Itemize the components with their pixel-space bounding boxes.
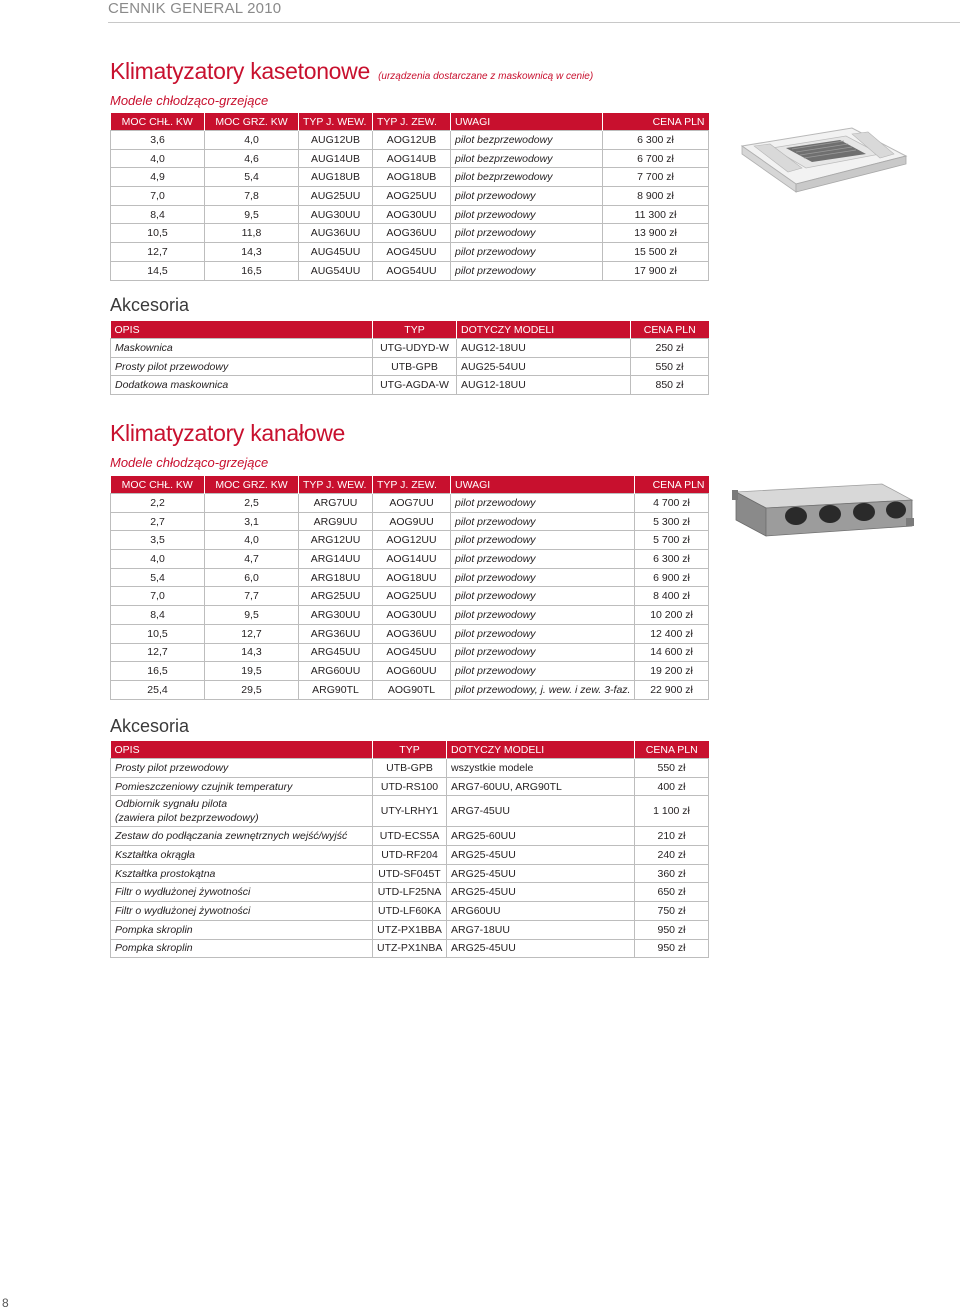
table-cell: 2,7 <box>111 512 205 531</box>
table-row <box>111 568 709 587</box>
column-header: UWAGI <box>451 113 603 131</box>
table-cell: ARG7-18UU <box>447 920 635 939</box>
table-cell: 8 400 zł <box>635 587 709 606</box>
column-header: MOC CHŁ. KW <box>111 476 205 494</box>
table-cell: ARG25UU <box>299 587 373 606</box>
table-cell: UTD-SF045T <box>373 864 447 883</box>
table-header-row <box>111 741 709 759</box>
table-cell: pilot przewodowy <box>451 606 635 625</box>
page-header <box>108 0 960 23</box>
table-cell: pilot przewodowy <box>451 531 635 550</box>
table-row <box>111 883 709 902</box>
table-cell: 8,4 <box>111 205 205 224</box>
table-cell: UTY-LRHY1 <box>373 796 447 827</box>
table-cell: 11,8 <box>205 224 299 243</box>
table-row <box>111 187 709 206</box>
table-cell: UTD-ECS5A <box>373 827 447 846</box>
table-cell: pilot przewodowy <box>451 205 603 224</box>
table-row <box>111 376 709 395</box>
table-row <box>111 864 709 883</box>
table-cell: 22 900 zł <box>635 680 709 699</box>
table-cell: 850 zł <box>631 376 709 395</box>
table-cell: 210 zł <box>635 827 709 846</box>
table-cell: 14,5 <box>111 261 205 280</box>
cassette-accessories-title: Akcesoria <box>110 295 190 315</box>
table-cell: 29,5 <box>205 680 299 699</box>
table-cell: 12,7 <box>111 643 205 662</box>
table-cell: Prosty pilot przewodowy <box>111 357 373 376</box>
table-cell: Filtr o wydłużonej żywotności <box>111 902 373 921</box>
table-cell: pilot przewodowy <box>451 624 635 643</box>
page-number: 8 <box>2 1296 9 1310</box>
table-cell: pilot przewodowy <box>451 568 635 587</box>
table-cell: 11 300 zł <box>603 205 709 224</box>
table-cell: AOG60UU <box>373 662 451 681</box>
duct-section-title <box>110 420 345 447</box>
table-cell: AUG25UU <box>299 187 373 206</box>
cassette-ac-unit-icon <box>734 112 914 202</box>
table-cell: 12,7 <box>111 243 205 262</box>
table-cell: AUG54UU <box>299 261 373 280</box>
table-cell: pilot przewodowy <box>451 187 603 206</box>
table-row <box>111 550 709 569</box>
table-cell: 6 300 zł <box>603 131 709 150</box>
table-cell: ARG60UU <box>299 662 373 681</box>
table-row <box>111 224 709 243</box>
column-header: TYP J. ZEW. <box>373 113 451 131</box>
table-cell: 550 zł <box>635 759 709 778</box>
table-cell: Filtr o wydłużonej żywotności <box>111 883 373 902</box>
table-cell: 4,0 <box>205 131 299 150</box>
table-cell: ARG25-45UU <box>447 864 635 883</box>
table-header-row <box>111 321 709 339</box>
table-cell: ARG7UU <box>299 494 373 513</box>
table-cell: AOG12UU <box>373 531 451 550</box>
table-row <box>111 512 709 531</box>
table-cell: 650 zł <box>635 883 709 902</box>
table-row <box>111 149 709 168</box>
table-cell: AOG14UB <box>373 149 451 168</box>
table-row <box>111 939 709 958</box>
table-cell: pilot przewodowy <box>451 643 635 662</box>
table-cell: 7,7 <box>205 587 299 606</box>
table-cell: 7 700 zł <box>603 168 709 187</box>
table-row <box>111 920 709 939</box>
table-row <box>111 205 709 224</box>
table-cell: ARG14UU <box>299 550 373 569</box>
table-cell: 6,0 <box>205 568 299 587</box>
table-cell: 950 zł <box>635 920 709 939</box>
table-row <box>111 777 709 796</box>
document-title: CENNIK GENERAL 2010 <box>108 0 282 17</box>
table-row <box>111 357 709 376</box>
duct-subtitle: Modele chłodząco-grzejące <box>110 455 269 470</box>
table-cell: Pomieszczeniowy czujnik temperatury <box>111 777 373 796</box>
table-cell: Odbiornik sygnału pilota (zawiera pilot bezprzewodowy) <box>111 796 373 827</box>
table-row <box>111 243 709 262</box>
table-cell: Kształtka prostokątna <box>111 864 373 883</box>
table-row <box>111 680 709 699</box>
cassette-accessories-table <box>110 321 709 395</box>
duct-ac-unit-icon <box>730 478 916 548</box>
table-cell: UTD-LF60KA <box>373 902 447 921</box>
table-cell: ARG25-45UU <box>447 846 635 865</box>
table-cell: AOG18UB <box>373 168 451 187</box>
cassette-section-title <box>110 58 593 85</box>
table-cell: AUG12-18UU <box>457 339 631 358</box>
table-cell: pilot przewodowy <box>451 494 635 513</box>
table-cell: UTG-UDYD-W <box>373 339 457 358</box>
table-cell: Kształtka okrągła <box>111 846 373 865</box>
table-cell: 7,0 <box>111 587 205 606</box>
table-cell: pilot przewodowy, j. wew. i zew. 3-faz. <box>451 680 635 699</box>
table-cell: AUG45UU <box>299 243 373 262</box>
duct-price-table <box>110 476 709 700</box>
table-row <box>111 606 709 625</box>
table-cell: 3,5 <box>111 531 205 550</box>
column-header: CENA PLN <box>635 741 709 759</box>
table-cell: 6 700 zł <box>603 149 709 168</box>
column-header: TYP J. WEW. <box>299 476 373 494</box>
table-cell: AOG25UU <box>373 187 451 206</box>
table-cell: AUG36UU <box>299 224 373 243</box>
column-header: TYP <box>373 321 457 339</box>
table-cell: ARG36UU <box>299 624 373 643</box>
column-header: OPIS <box>111 321 373 339</box>
table-cell: Dodatkowa maskownica <box>111 376 373 395</box>
column-header: TYP J. ZEW. <box>373 476 451 494</box>
column-header: MOC CHŁ. KW <box>111 113 205 131</box>
column-header: OPIS <box>111 741 373 759</box>
column-header: TYP <box>373 741 447 759</box>
table-row <box>111 662 709 681</box>
table-cell: ARG25-45UU <box>447 883 635 902</box>
table-cell: 4,9 <box>111 168 205 187</box>
table-cell: pilot przewodowy <box>451 512 635 531</box>
column-header: DOTYCZY MODELI <box>457 321 631 339</box>
table-cell: ARG30UU <box>299 606 373 625</box>
column-header: MOC GRZ. KW <box>205 113 299 131</box>
table-row <box>111 643 709 662</box>
table-cell: AOG45UU <box>373 643 451 662</box>
table-cell: Pompka skroplin <box>111 920 373 939</box>
table-cell: UTZ-PX1BBA <box>373 920 447 939</box>
table-cell: 4 700 zł <box>635 494 709 513</box>
table-cell: 19,5 <box>205 662 299 681</box>
table-cell: 2,5 <box>205 494 299 513</box>
table-row <box>111 796 709 827</box>
table-cell: ARG18UU <box>299 568 373 587</box>
table-row <box>111 131 709 150</box>
table-cell: wszystkie modele <box>447 759 635 778</box>
cassette-price-table <box>110 113 709 281</box>
table-cell: 240 zł <box>635 846 709 865</box>
table-cell: 3,1 <box>205 512 299 531</box>
table-cell: 15 500 zł <box>603 243 709 262</box>
cassette-title-text: Klimatyzatory kasetonowe <box>110 58 370 84</box>
table-cell: ARG9UU <box>299 512 373 531</box>
table-cell: AUG30UU <box>299 205 373 224</box>
table-cell: Pompka skroplin <box>111 939 373 958</box>
table-cell: 16,5 <box>111 662 205 681</box>
column-header: CENA PLN <box>603 113 709 131</box>
table-cell: 14,3 <box>205 243 299 262</box>
table-cell: 8 900 zł <box>603 187 709 206</box>
table-cell: AOG12UB <box>373 131 451 150</box>
table-cell: 4,7 <box>205 550 299 569</box>
table-cell: 14,3 <box>205 643 299 662</box>
table-row <box>111 624 709 643</box>
table-cell: pilot bezprzewodowy <box>451 168 603 187</box>
table-cell: 360 zł <box>635 864 709 883</box>
column-header: MOC GRZ. KW <box>205 476 299 494</box>
table-row <box>111 168 709 187</box>
table-cell: AUG12UB <box>299 131 373 150</box>
table-cell: 14 600 zł <box>635 643 709 662</box>
column-header: CENA PLN <box>635 476 709 494</box>
table-cell: 5,4 <box>205 168 299 187</box>
table-cell: ARG25-60UU <box>447 827 635 846</box>
table-cell: 10,5 <box>111 224 205 243</box>
cassette-title-note: (urządzenia dostarczane z maskownicą w cenie) <box>378 71 594 82</box>
column-header: UWAGI <box>451 476 635 494</box>
table-cell: pilot przewodowy <box>451 224 603 243</box>
table-cell: 8,4 <box>111 606 205 625</box>
table-cell: 950 zł <box>635 939 709 958</box>
table-cell: UTD-RF204 <box>373 846 447 865</box>
table-cell: 9,5 <box>205 606 299 625</box>
table-cell: 750 zł <box>635 902 709 921</box>
table-cell: 12,7 <box>205 624 299 643</box>
table-cell: 550 zł <box>631 357 709 376</box>
duct-title-text: Klimatyzatory kanałowe <box>110 420 346 446</box>
table-cell: 17 900 zł <box>603 261 709 280</box>
column-header: DOTYCZY MODELI <box>447 741 635 759</box>
table-cell: 3,6 <box>111 131 205 150</box>
table-cell: 13 900 zł <box>603 224 709 243</box>
table-row <box>111 587 709 606</box>
table-cell: 9,5 <box>205 205 299 224</box>
table-cell: ARG7-60UU, ARG90TL <box>447 777 635 796</box>
table-cell: pilot przewodowy <box>451 243 603 262</box>
table-cell: 4,0 <box>111 149 205 168</box>
table-cell: UTD-LF25NA <box>373 883 447 902</box>
table-cell: 5,4 <box>111 568 205 587</box>
table-cell: 400 zł <box>635 777 709 796</box>
table-cell: AUG14UB <box>299 149 373 168</box>
table-cell: ARG60UU <box>447 902 635 921</box>
column-header: CENA PLN <box>631 321 709 339</box>
table-cell: AOG54UU <box>373 261 451 280</box>
table-cell: AOG25UU <box>373 587 451 606</box>
table-cell: 2,2 <box>111 494 205 513</box>
table-cell: 6 300 zł <box>635 550 709 569</box>
table-cell: UTB-GPB <box>373 759 447 778</box>
table-cell: AOG7UU <box>373 494 451 513</box>
table-cell: pilot przewodowy <box>451 587 635 606</box>
table-cell: pilot przewodowy <box>451 662 635 681</box>
table-cell: 4,0 <box>205 531 299 550</box>
table-cell: AOG30UU <box>373 606 451 625</box>
table-row <box>111 846 709 865</box>
table-cell: 4,6 <box>205 149 299 168</box>
column-header: TYP J. WEW. <box>299 113 373 131</box>
table-cell: 7,8 <box>205 187 299 206</box>
table-cell: 12 400 zł <box>635 624 709 643</box>
table-cell: AOG9UU <box>373 512 451 531</box>
duct-accessories-table <box>110 741 709 958</box>
table-row <box>111 339 709 358</box>
table-cell: UTZ-PX1NBA <box>373 939 447 958</box>
table-cell: 5 700 zł <box>635 531 709 550</box>
table-cell: 10 200 zł <box>635 606 709 625</box>
table-cell: AUG25-54UU <box>457 357 631 376</box>
duct-accessories-title: Akcesoria <box>110 716 190 736</box>
table-cell: 16,5 <box>205 261 299 280</box>
table-header-row <box>111 113 709 131</box>
table-cell: UTB-GPB <box>373 357 457 376</box>
table-cell: ARG7-45UU <box>447 796 635 827</box>
table-row <box>111 759 709 778</box>
table-cell: UTG-AGDA-W <box>373 376 457 395</box>
table-cell: AOG30UU <box>373 205 451 224</box>
table-cell: AUG18UB <box>299 168 373 187</box>
table-header-row <box>111 476 709 494</box>
table-cell: AOG45UU <box>373 243 451 262</box>
table-cell: pilot bezprzewodowy <box>451 149 603 168</box>
table-cell: AOG36UU <box>373 224 451 243</box>
table-cell: 250 zł <box>631 339 709 358</box>
table-cell: ARG90TL <box>299 680 373 699</box>
table-cell: Zestaw do podłączania zewnętrznych wejść/wyjść <box>111 827 373 846</box>
table-cell: 25,4 <box>111 680 205 699</box>
table-row <box>111 902 709 921</box>
table-cell: 5 300 zł <box>635 512 709 531</box>
table-cell: pilot bezprzewodowy <box>451 131 603 150</box>
table-cell: Prosty pilot przewodowy <box>111 759 373 778</box>
table-row <box>111 827 709 846</box>
table-row <box>111 531 709 550</box>
table-cell: pilot przewodowy <box>451 550 635 569</box>
table-cell: AOG18UU <box>373 568 451 587</box>
table-cell: pilot przewodowy <box>451 261 603 280</box>
table-cell: 6 900 zł <box>635 568 709 587</box>
table-cell: AOG36UU <box>373 624 451 643</box>
table-row <box>111 494 709 513</box>
table-row <box>111 261 709 280</box>
table-cell: 4,0 <box>111 550 205 569</box>
table-cell: 19 200 zł <box>635 662 709 681</box>
cassette-subtitle: Modele chłodząco-grzejące <box>110 93 269 108</box>
table-cell: 10,5 <box>111 624 205 643</box>
table-cell: UTD-RS100 <box>373 777 447 796</box>
table-cell: AOG90TL <box>373 680 451 699</box>
table-cell: ARG25-45UU <box>447 939 635 958</box>
table-cell: AUG12-18UU <box>457 376 631 395</box>
table-cell: 1 100 zł <box>635 796 709 827</box>
table-cell: AOG14UU <box>373 550 451 569</box>
table-cell: 7,0 <box>111 187 205 206</box>
table-cell: ARG12UU <box>299 531 373 550</box>
table-cell: Maskownica <box>111 339 373 358</box>
table-cell: ARG45UU <box>299 643 373 662</box>
